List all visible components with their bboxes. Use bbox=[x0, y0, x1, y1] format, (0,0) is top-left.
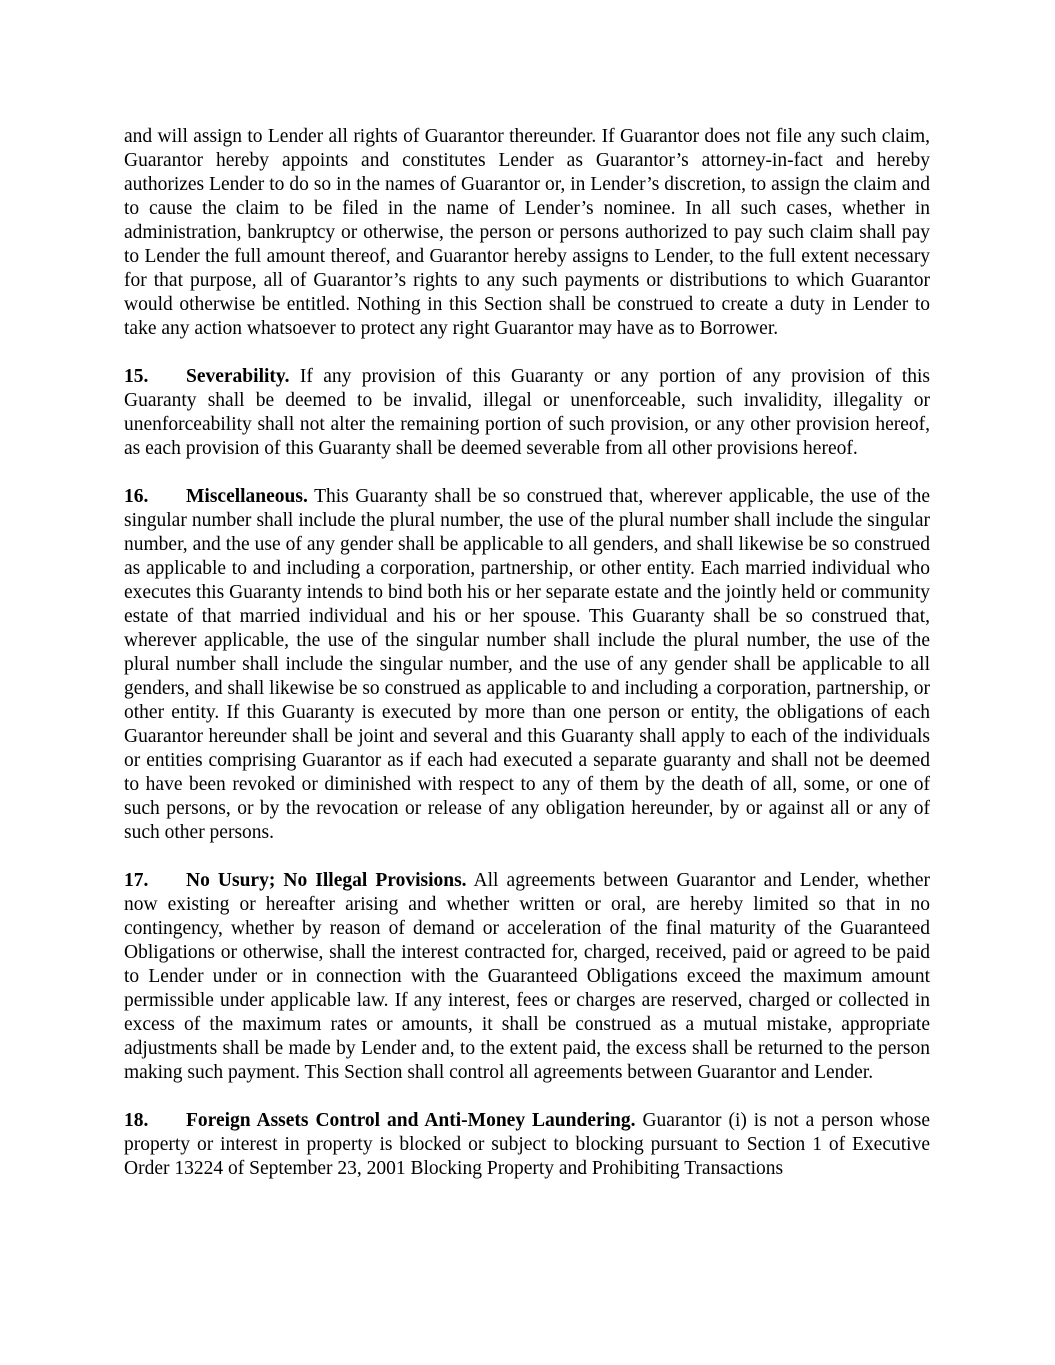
section-number: 18. bbox=[124, 1110, 149, 1131]
continuation-paragraph: and will assign to Lender all rights of Guarantor thereunder. If Guarantor does not file any such claim, Guarantor hereby appoints and constitutes Lender as Guarantor’s attorney-in-fact and hereby authorizes Lender to do so in the names of Guarantor or, in Lender’s discretion, to assign the claim and to cause the claim to be filed in the name of Lender’s nominee. In all such cases, whether in administration, bankruptcy or otherwise, the person or persons authorized to pay such claim shall pay to Lender the full amount thereof, and Guarantor hereby assigns to Lender, to the full extent necessary for that purpose, all of Guarantor’s rights to any such payments or distributions to which Guarantor would otherwise be entitled. Nothing in this Section shall be construed to create a duty in Lender to take any action whatsoever to protect any right Guarantor may have as to Borrower. bbox=[124, 126, 930, 339]
section-16 bbox=[124, 485, 930, 845]
section-number: 17. bbox=[124, 870, 149, 891]
section-15 bbox=[124, 365, 930, 461]
section-18 bbox=[124, 1109, 930, 1181]
section-title: Foreign Assets Control and Anti-Money Laundering. bbox=[186, 1110, 636, 1131]
section-text: If any provision of this Guaranty or any portion of any provision of this Guaranty shall be deemed to be invalid, illegal or unenforceable, such invalidity, illegality or unenforceability shall not alter the remaining portion of such provision, or any other provision hereof, as each provision of this Guaranty shall be deemed severable from all other provisions hereof. bbox=[124, 366, 930, 459]
section-text: This Guaranty shall be so construed that, wherever applicable, the use of the singular number shall include the plural number, the use of the plural number shall include the singular number, and the use of any gender shall be applicable to all genders, and shall likewise be so construed as applicable to and including a corporation, partnership, or other entity. Each married individual who executes this Guaranty intends to bind both his or her separate estate and the jointly held or community estate of that married individual and his or her spouse. This Guaranty shall be so construed that, wherever applicable, the use of the singular number shall include the plural number, the use of the plural number shall include the singular number, and the use of any gender shall be applicable to all genders, and shall likewise be so construed as applicable to and including a corporation, partnership, or other entity. If this Guaranty is executed by more than one person or entity, the obligations of each Guarantor hereunder shall be joint and several and this Guaranty shall apply to each of the individuals or entities comprising Guarantor as if each had executed a separate guaranty and shall not be deemed to have been revoked or diminished with respect to any of them by the death of all, some, or one of such persons, or by the revocation or release of any obligation hereunder, by or against all or any of such other persons. bbox=[124, 486, 930, 843]
section-17 bbox=[124, 869, 930, 1085]
section-title: Severability. bbox=[186, 366, 290, 387]
section-title: Miscellaneous. bbox=[186, 486, 308, 507]
section-number: 15. bbox=[124, 366, 149, 387]
section-text: Guarantor (i) is not a person whose property or interest in property is blocked or subject to blocking pursuant to Section 1 of Executive Order 13224 of September 23, 2001 Blocking Property and Prohibiting Transactions bbox=[124, 1110, 930, 1179]
section-number: 16. bbox=[124, 486, 149, 507]
document-page bbox=[124, 125, 930, 1205]
section-text: All agreements between Guarantor and Lender, whether now existing or hereafter arising and whether written or oral, are hereby limited so that in no contingency, whether by reason of demand or acceleration of the final maturity of the Guaranteed Obligations or otherwise, shall the interest contracted for, charged, received, paid or agreed to be paid to Lender under or in connection with the Guaranteed Obligations exceed the maximum amount permissible under applicable law. If any interest, fees or charges are reserved, charged or collected in excess of the maximum rates or amounts, it shall be construed as a mutual mistake, appropriate adjustments shall be made by Lender and, to the extent paid, the excess shall be returned to the person making such payment. This Section shall control all agreements between Guarantor and Lender. bbox=[124, 870, 930, 1083]
section-title: No Usury; No Illegal Provisions. bbox=[186, 870, 467, 891]
